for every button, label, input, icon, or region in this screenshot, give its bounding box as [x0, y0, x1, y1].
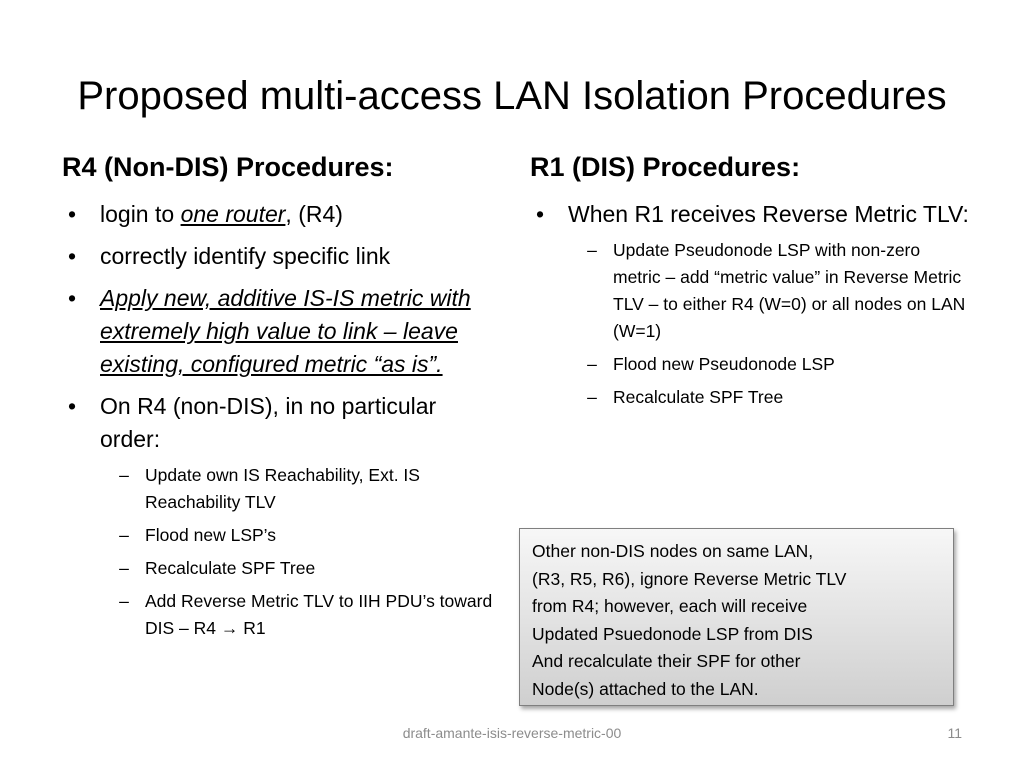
sub-list-item [100, 462, 502, 516]
note-line: Other non-DIS nodes on same LAN, [532, 541, 814, 561]
list-item [530, 198, 970, 411]
list-item [62, 198, 502, 231]
sub-item-text: Add Reverse Metric TLV to IIH PDU’s toward DIS – R4 [145, 591, 493, 638]
sub-list-item [100, 588, 502, 642]
right-column-heading: R1 (DIS) Procedures: [530, 152, 801, 182]
left-sub-list [100, 462, 502, 642]
note-line: Updated Psuedonode LSP from DIS [532, 623, 813, 644]
sub-item-text: Flood new Pseudonode LSP [613, 354, 835, 374]
note-line: Node(s) attached to the LAN. [532, 678, 759, 699]
bullet-icon: • [67, 243, 77, 269]
left-column-heading: R4 (Non-DIS) Procedures: [62, 152, 394, 182]
right-arrow-icon: → [220, 618, 239, 638]
sub-item-text: Recalculate SPF Tree [145, 558, 316, 578]
sub-item-text: Update own IS Reachability, Ext. IS Reachability TLV [145, 465, 420, 512]
list-item [62, 390, 502, 642]
bullet-icon: • [535, 201, 545, 227]
sub-item-text: Flood new LSP’s [145, 525, 277, 545]
slide-title: Proposed multi-access LAN Isolation Procedures [77, 74, 947, 118]
sub-list-item [568, 237, 970, 345]
sub-item-text: Recalculate SPF Tree [613, 387, 784, 407]
page-number: 11 [947, 725, 962, 741]
dash-icon: – [119, 591, 129, 611]
note-box [519, 528, 954, 706]
bullet-text: On R4 (non-DIS), in no particular order: [100, 393, 437, 452]
bullet-text: , (R4) [285, 201, 343, 227]
footer-text: draft-amante-isis-reverse-metric-00 [402, 725, 622, 741]
bullet-text: login to [100, 201, 181, 227]
bullet-text: When R1 receives Reverse Metric TLV: [568, 201, 969, 227]
note-line: (R3, R5, R6), ignore Reverse Metric TLV [532, 568, 847, 589]
list-item [62, 240, 502, 273]
sub-list-item [568, 351, 970, 378]
note-line: from R4; however, each will receive [532, 596, 808, 616]
bullet-icon: • [67, 201, 77, 227]
right-bullet-list [530, 198, 970, 420]
bullet-icon: • [67, 285, 77, 311]
dash-icon: – [587, 354, 597, 374]
left-bullet-list [62, 198, 502, 651]
dash-icon: – [119, 558, 129, 578]
bullet-text: correctly identify specific link [100, 243, 391, 269]
sub-item-text: R1 [238, 618, 266, 638]
dash-icon: – [119, 525, 129, 545]
right-sub-list [568, 237, 970, 411]
one-router-emphasis: one router [180, 201, 286, 227]
dash-icon: – [587, 240, 597, 260]
note-line: And recalculate their SPF for other [532, 651, 801, 671]
dash-icon: – [119, 465, 129, 485]
dash-icon: – [587, 387, 597, 407]
sub-item-text: Update Pseudonode LSP with non-zero metric – add “metric value” in Reverse Metric TLV – to either R4 (W=0) or all nodes on LAN (W=1) [613, 240, 966, 341]
sub-list-item [100, 522, 502, 549]
list-item [62, 282, 502, 381]
bullet-icon: • [67, 393, 77, 419]
bullet-text-emphasis: Apply new, additive IS-IS metric with extremely high value to link – leave existing, configured metric “as is”. [100, 285, 471, 377]
sub-list-item [100, 555, 502, 582]
sub-list-item [568, 384, 970, 411]
